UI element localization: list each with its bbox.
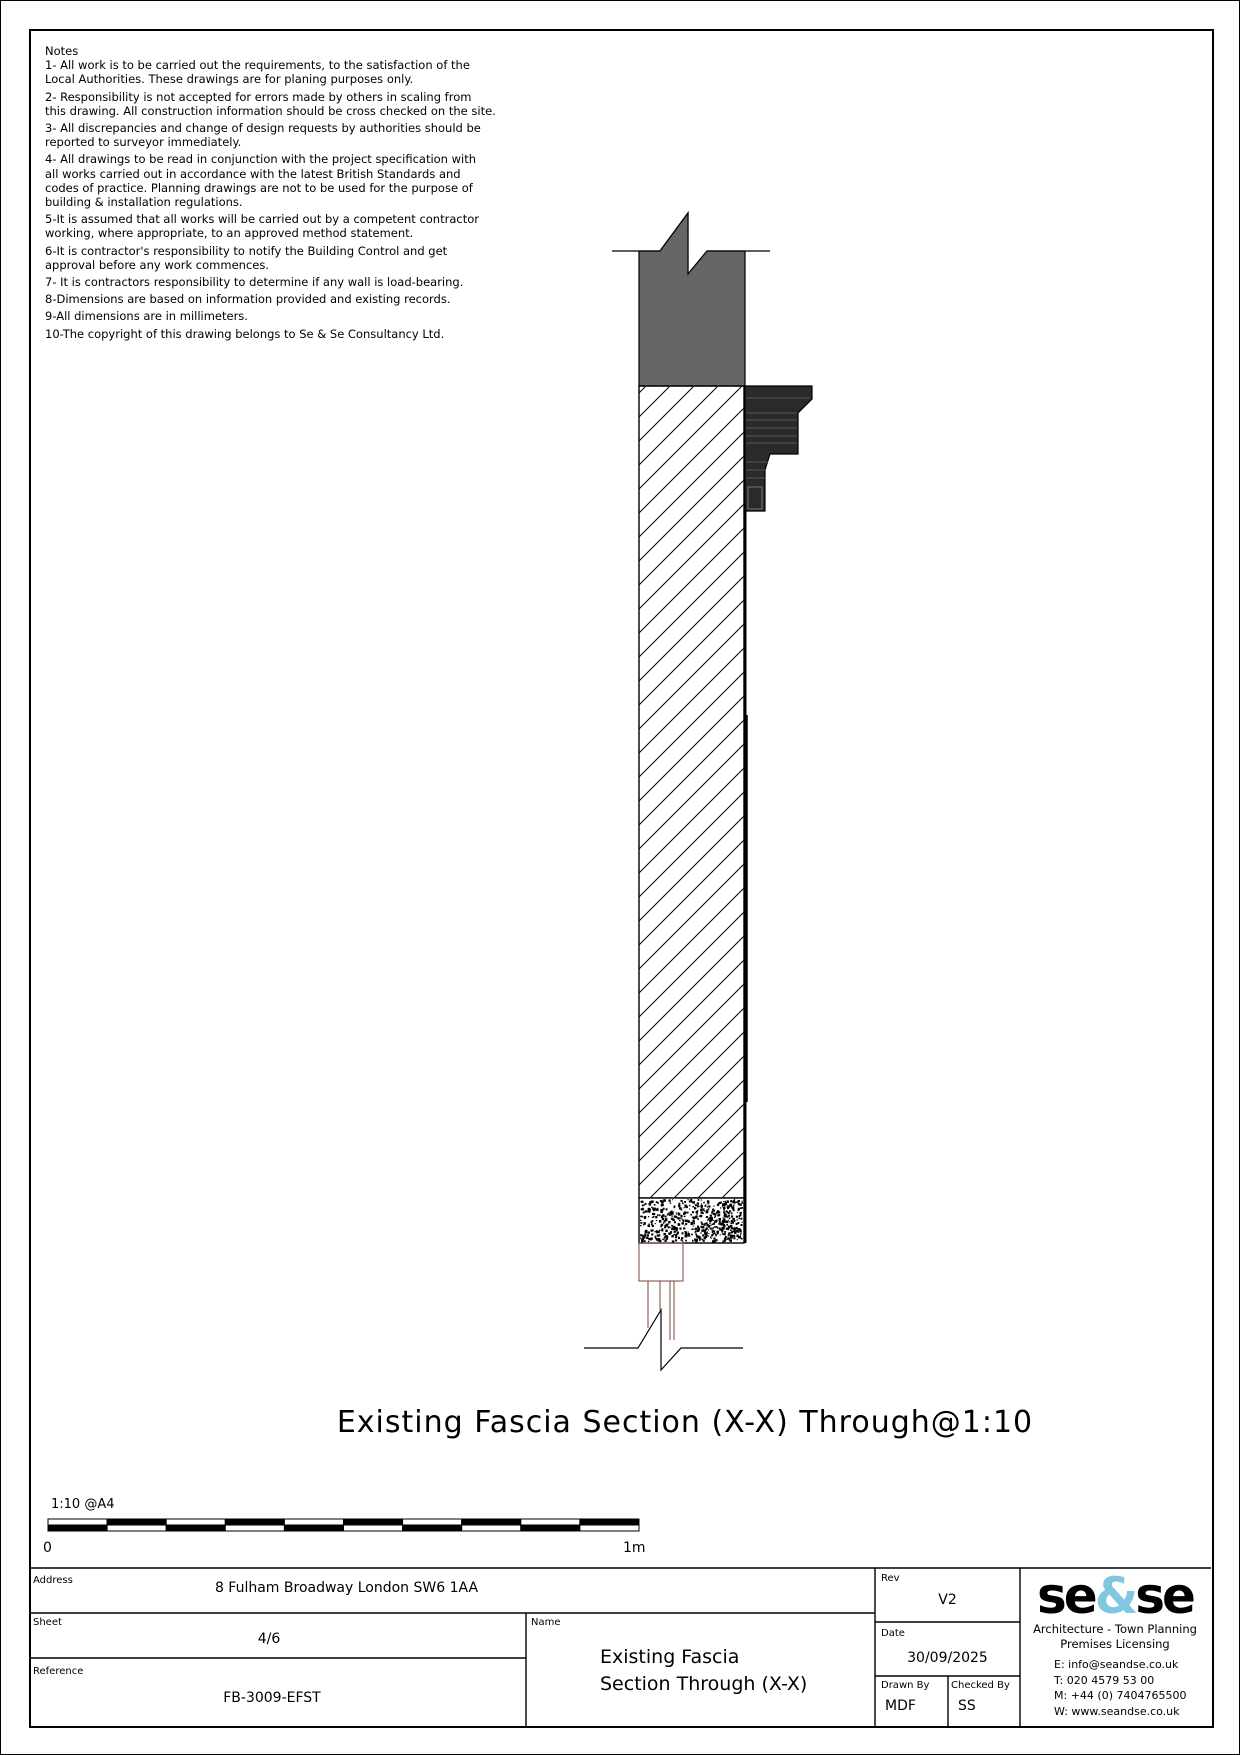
drawn-by-label: Drawn By (881, 1680, 930, 1691)
lower-frame (639, 1243, 683, 1281)
scale-segment (344, 1525, 403, 1531)
scale-bar (48, 1519, 639, 1531)
note-line: 3- All discrepancies and change of design requests by authorities should be (45, 121, 481, 136)
scale-end-label: 1m (623, 1540, 646, 1556)
sheet-label: Sheet (33, 1617, 62, 1628)
note-line: building & installation regulations. (45, 195, 243, 210)
note-line: 2- Responsibility is not accepted for errors made by others in scaling from (45, 89, 472, 104)
hatched-wall (639, 386, 744, 1198)
rev-label: Rev (881, 1573, 900, 1584)
scale-segment (403, 1525, 462, 1531)
company-branding (1020, 1567, 1210, 1652)
name-label: Name (531, 1617, 561, 1628)
scale-segment (225, 1519, 284, 1525)
rev-value: V2 (938, 1592, 957, 1608)
scale-segment (521, 1519, 580, 1525)
note-line: codes of practice. Planning drawings are not to be used for the purpose of (45, 180, 473, 195)
note-line: working, where appropriate, to an approved method statement. (45, 226, 414, 241)
concrete-base (639, 1198, 744, 1243)
note-line: all works carried out in accordance with the latest British Standards and (45, 166, 461, 181)
note-line: 10-The copyright of this drawing belongs to Se & Se Consultancy Ltd. (45, 326, 445, 341)
scale-segment (166, 1525, 225, 1531)
upper-break-line (612, 213, 770, 274)
note-line: 6-It is contractor's responsibility to notify the Building Control and get (45, 243, 448, 258)
company-tagline: Architecture - Town Planning (1033, 1622, 1197, 1636)
company-logo: se&se (1037, 1567, 1193, 1625)
reference-label: Reference (33, 1666, 84, 1677)
note-line: 9-All dimensions are in millimeters. (45, 309, 248, 324)
date-label: Date (881, 1628, 905, 1639)
note-line: 4- All drawings to be read in conjunction with the project specification with (45, 152, 477, 167)
reference-value: FB-3009-EFST (223, 1690, 321, 1706)
notes-heading: Notes (45, 44, 79, 58)
note-line: 5-It is assumed that all works will be carried out by a competent contractor (45, 212, 479, 227)
sheet-value: 4/6 (257, 1631, 281, 1647)
lower-break-line (584, 1310, 743, 1370)
scale-start-label: 0 (43, 1540, 52, 1556)
date-value: 30/09/2025 (907, 1650, 988, 1666)
checked-by-value: SS (958, 1698, 976, 1714)
scale-segment (107, 1519, 166, 1525)
concrete-slab (639, 213, 745, 386)
drawing-name-line1: Existing Fascia (600, 1646, 740, 1668)
company-tagline-2: Premises Licensing (1060, 1637, 1170, 1651)
scale-segment (580, 1525, 639, 1531)
address-value: 8 Fulham Broadway London SW6 1AA (214, 1580, 479, 1596)
note-line: reported to surveyor immediately. (45, 135, 242, 150)
scale-segment (403, 1519, 462, 1525)
checked-by-label: Checked By (951, 1680, 1010, 1691)
note-line: 1- All work is to be carried out the requirements, to the satisfaction of the (45, 58, 470, 73)
scale-segment (462, 1519, 521, 1525)
contact-web: W: www.seandse.co.uk (1054, 1704, 1180, 1718)
scale-segment (107, 1525, 166, 1531)
note-line: Local Authorities. These drawings are for planing purposes only. (45, 72, 414, 87)
scale-segment (166, 1519, 225, 1525)
note-line: 8-Dimensions are based on information provided and existing records. (45, 292, 451, 307)
drawing-name-line2: Section Through (X-X) (600, 1673, 808, 1695)
note-line: this drawing. All construction information should be cross checked on the site. (45, 103, 496, 118)
address-label: Address (33, 1575, 73, 1586)
note-line: 7- It is contractors responsibility to determine if any wall is load-bearing. (45, 275, 464, 290)
scale-label: 1:10 @A4 (51, 1497, 115, 1512)
scale-segment (284, 1519, 343, 1525)
company-contact (1054, 1657, 1186, 1719)
scale-segment (48, 1519, 107, 1525)
scale-segment (521, 1525, 580, 1531)
drawing-name (600, 1644, 807, 1698)
scale-segment (48, 1525, 107, 1531)
drawing-title: Existing Fascia Section (X-X) Through@1:10 (336, 1405, 1034, 1440)
contact-phone: T: 020 4579 53 00 (1054, 1673, 1155, 1687)
note-line: approval before any work commences. (45, 257, 269, 272)
scale-segment (462, 1525, 521, 1531)
contact-mobile: M: +44 (0) 7404765500 (1054, 1689, 1187, 1702)
contact-email: E: info@seandse.co.uk (1054, 1658, 1179, 1671)
scale-segment (225, 1525, 284, 1531)
drawn-by-value: MDF (885, 1698, 916, 1714)
scale-segment (344, 1519, 403, 1525)
moulding-block (748, 487, 762, 509)
scale-segment (284, 1525, 343, 1531)
scale-segment (580, 1519, 639, 1525)
